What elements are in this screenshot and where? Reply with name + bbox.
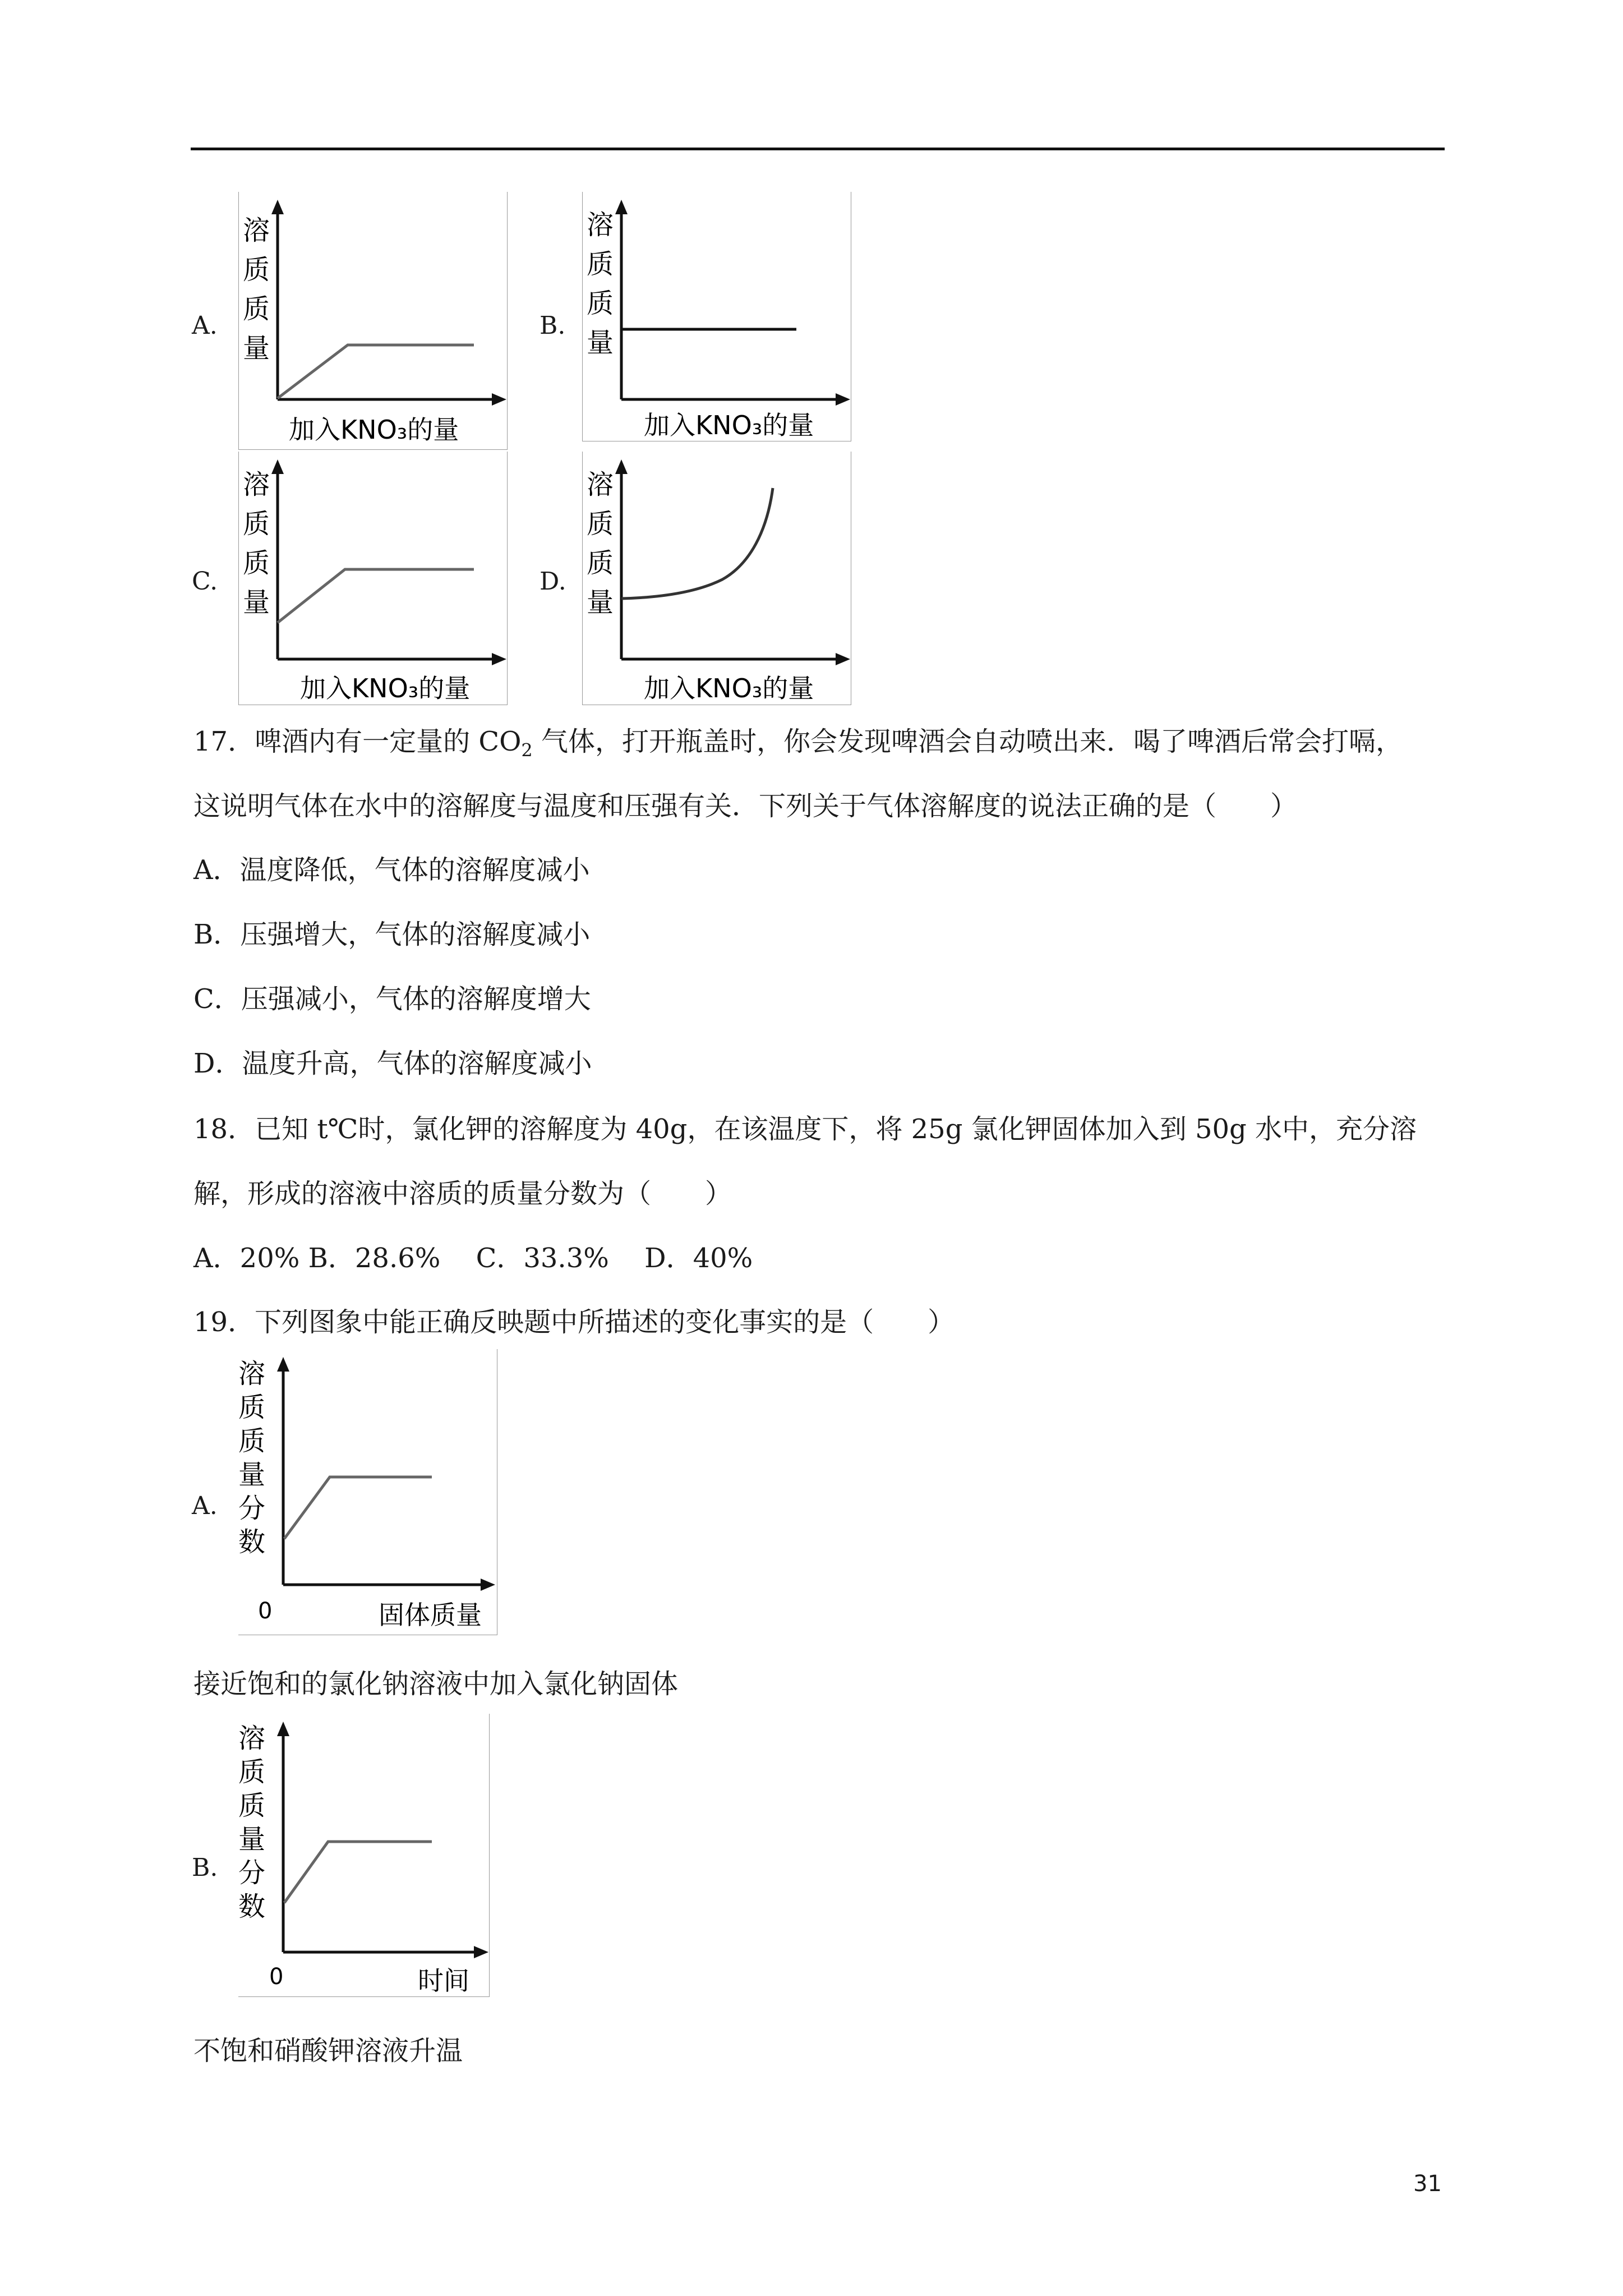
q19b-ylabel-6: 数 [238, 1891, 266, 1922]
q19a-ylabel-3: 质 [238, 1425, 266, 1457]
q19a-ylabel-2: 质 [238, 1392, 266, 1423]
graph-b-ylabel-1: 溶 [587, 209, 614, 241]
q19b-ylabel-5: 分 [238, 1857, 266, 1889]
graph-c-ylabel-1: 溶 [243, 469, 270, 500]
graph-a-ylabel-4: 量 [243, 333, 270, 364]
graph-c-xlabel: 加入KNO₃的量 [300, 673, 471, 703]
graph-d-ylabel-3: 质 [587, 547, 614, 579]
graph-a-ylabel-3: 质 [243, 293, 270, 325]
graph-b-label: B. [540, 311, 566, 340]
q19b-ylabel-1: 溶 [238, 1723, 266, 1754]
q19a-ylabel-1: 溶 [238, 1358, 266, 1389]
q17-line2: 这说明气体在水中的溶解度与温度和压强有关．下列关于气体溶解度的说法正确的是（ ） [193, 790, 1298, 822]
graph-b-xlabel: 加入KNO₃的量 [644, 410, 814, 440]
graph-c-label: C. [192, 567, 218, 596]
q19b-origin: 0 [269, 1964, 284, 1990]
q19a-xlabel: 固体质量 [379, 1600, 482, 1630]
q19b-ylabel-4: 量 [238, 1824, 266, 1855]
q19b-ylabel-2: 质 [238, 1756, 266, 1788]
page-number: 31 [1413, 2171, 1442, 2197]
q19a-ylabel-6: 数 [238, 1526, 266, 1558]
q19a-ylabel-4: 量 [238, 1459, 266, 1490]
q19-stem: 19．下列图象中能正确反映题中所描述的变化事实的是（ ） [193, 1306, 955, 1338]
graph-a-ylabel-1: 溶 [243, 215, 270, 246]
graph-d-ylabel-4: 量 [587, 587, 614, 618]
q19-caption-b: 不饱和硝酸钾溶液升温 [193, 2035, 463, 2067]
graph-c-ylabel-2: 质 [243, 508, 270, 540]
graph-c-ylabel-4: 量 [243, 587, 270, 618]
q18-line1: 18．已知 t℃时，氯化钾的溶解度为 40g，在该温度下，将 25g 氯化钾固体加入到 50g 水中，充分溶 [193, 1114, 1417, 1145]
graph-b [582, 192, 851, 441]
q19-graph-a-label: A. [192, 1492, 218, 1520]
graph-a-label: A. [192, 311, 218, 340]
graph-d-label: D. [540, 567, 566, 596]
graph-c-ylabel-3: 质 [243, 547, 270, 579]
q19-graph-b-label: B. [192, 1853, 218, 1882]
q19-caption-a: 接近饱和的氯化钠溶液中加入氯化钠固体 [193, 1668, 679, 1700]
q19-graph-a [238, 1349, 497, 1635]
graph-a-xlabel: 加入KNO₃的量 [289, 415, 459, 445]
graph-c [238, 452, 508, 705]
graph-d-xlabel: 加入KNO₃的量 [644, 673, 814, 703]
q19-graph-b [238, 1714, 490, 1997]
header-rule [191, 148, 1445, 150]
q17-line1: 17．啤酒内有一定量的 $CO_2$ 气体，打开瓶盖时，你会发现啤酒会自动喷出来．喝了啤酒后常会打嗝， [193, 726, 1403, 761]
q17-option-a: A．温度降低，气体的溶解度减小 [193, 854, 590, 886]
graph-b-ylabel-2: 质 [587, 249, 614, 280]
graph-b-ylabel-3: 质 [587, 288, 614, 319]
graph-a [238, 192, 508, 450]
q17-option-c: C．压强减小，气体的溶解度增大 [193, 983, 591, 1015]
graph-d [582, 452, 851, 705]
q18-options: A．20% B．28.6% C．33.3% D．40% [193, 1243, 753, 1274]
q19b-ylabel-3: 质 [238, 1790, 266, 1821]
graph-d-ylabel-1: 溶 [587, 469, 614, 500]
graph-a-ylabel-2: 质 [243, 254, 270, 286]
q19a-origin: 0 [258, 1598, 273, 1624]
q17-option-d: D．温度升高，气体的溶解度减小 [193, 1048, 592, 1079]
q18-line2: 解，形成的溶液中溶质的质量分数为（ ） [193, 1178, 732, 1209]
graph-b-ylabel-4: 量 [587, 327, 614, 358]
q17-option-b: B．压强增大，气体的溶解度减小 [193, 919, 591, 950]
graph-d-ylabel-2: 质 [587, 508, 614, 540]
q19b-xlabel: 时间 [418, 1966, 469, 1996]
q19a-ylabel-5: 分 [238, 1493, 266, 1524]
